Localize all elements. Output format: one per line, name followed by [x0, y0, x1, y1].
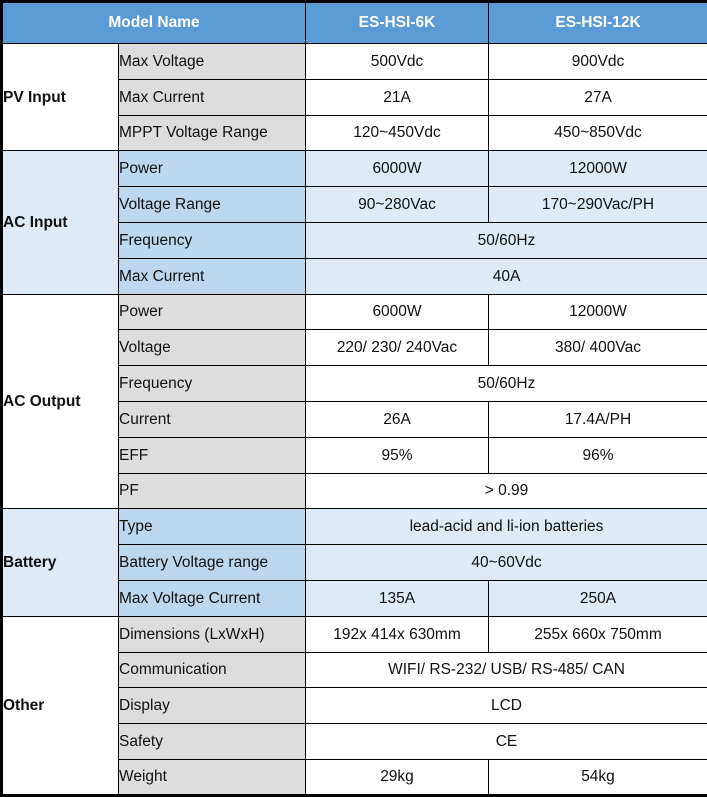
spec-label: Weight	[119, 759, 306, 795]
header-model-name: Model Name	[2, 2, 306, 44]
spec-value-both: 50/60Hz	[306, 222, 707, 258]
spec-value-6k: 120~450Vdc	[306, 115, 489, 151]
section-ac-output: AC Output	[2, 294, 119, 509]
spec-value-both: 50/60Hz	[306, 366, 707, 402]
spec-value-12k: 250A	[489, 580, 707, 616]
table-row	[2, 294, 707, 330]
spec-value-6k: 192x 414x 630mm	[306, 616, 489, 652]
spec-label: Dimensions (LxWxH)	[119, 616, 306, 652]
spec-label: Frequency	[119, 366, 306, 402]
spec-value-12k: 170~290Vac/PH	[489, 187, 707, 223]
spec-label: Max Voltage Current	[119, 580, 306, 616]
table-row	[2, 509, 707, 545]
spec-value-both: LCD	[306, 688, 707, 724]
spec-value-6k: 135A	[306, 580, 489, 616]
spec-value-6k: 95%	[306, 437, 489, 473]
spec-value-6k: 29kg	[306, 759, 489, 795]
spec-value-6k: 6000W	[306, 294, 489, 330]
spec-value-6k: 21A	[306, 79, 489, 115]
spec-label: EFF	[119, 437, 306, 473]
header-model-es-hsi-12k: ES-HSI-12K	[489, 2, 707, 44]
section-other: Other	[2, 616, 119, 795]
table-row	[2, 616, 707, 652]
table-header-row	[2, 2, 707, 44]
spec-label: Max Current	[119, 258, 306, 294]
spec-label: Type	[119, 509, 306, 545]
spec-label: Display	[119, 688, 306, 724]
spec-label: PF	[119, 473, 306, 509]
table-row	[2, 44, 707, 80]
table-row	[2, 151, 707, 187]
spec-value-both: 40A	[306, 258, 707, 294]
spec-label: Safety	[119, 724, 306, 760]
spec-value-6k: 220/ 230/ 240Vac	[306, 330, 489, 366]
spec-value-both: WIFI/ RS-232/ USB/ RS-485/ CAN	[306, 652, 707, 688]
spec-value-12k: 450~850Vdc	[489, 115, 707, 151]
spec-value-12k: 380/ 400Vac	[489, 330, 707, 366]
spec-value-12k: 17.4A/PH	[489, 401, 707, 437]
spec-value-6k: 90~280Vac	[306, 187, 489, 223]
spec-label: Frequency	[119, 222, 306, 258]
section-pv-input: PV Input	[2, 44, 119, 151]
spec-label: Communication	[119, 652, 306, 688]
spec-label: Max Voltage	[119, 44, 306, 80]
section-ac-input: AC Input	[2, 151, 119, 294]
spec-value-12k: 54kg	[489, 759, 707, 795]
spec-label: Voltage Range	[119, 187, 306, 223]
spec-value-12k: 12000W	[489, 151, 707, 187]
spec-label: MPPT Voltage Range	[119, 115, 306, 151]
spec-label: Voltage	[119, 330, 306, 366]
spec-value-12k: 27A	[489, 79, 707, 115]
section-battery: Battery	[2, 509, 119, 616]
header-model-es-hsi-6k: ES-HSI-6K	[306, 2, 489, 44]
spec-label: Battery Voltage range	[119, 545, 306, 581]
spec-value-6k: 500Vdc	[306, 44, 489, 80]
spec-value-12k: 12000W	[489, 294, 707, 330]
spec-label: Power	[119, 151, 306, 187]
spec-value-12k: 900Vdc	[489, 44, 707, 80]
spec-value-6k: 6000W	[306, 151, 489, 187]
spec-value-both: > 0.99	[306, 473, 707, 509]
spec-label: Current	[119, 401, 306, 437]
spec-value-both: 40~60Vdc	[306, 545, 707, 581]
spec-value-12k: 96%	[489, 437, 707, 473]
spec-label: Power	[119, 294, 306, 330]
spec-value-6k: 26A	[306, 401, 489, 437]
spec-value-both: lead-acid and li-ion batteries	[306, 509, 707, 545]
spec-label: Max Current	[119, 79, 306, 115]
spec-value-12k: 255x 660x 750mm	[489, 616, 707, 652]
spec-value-both: CE	[306, 724, 707, 760]
